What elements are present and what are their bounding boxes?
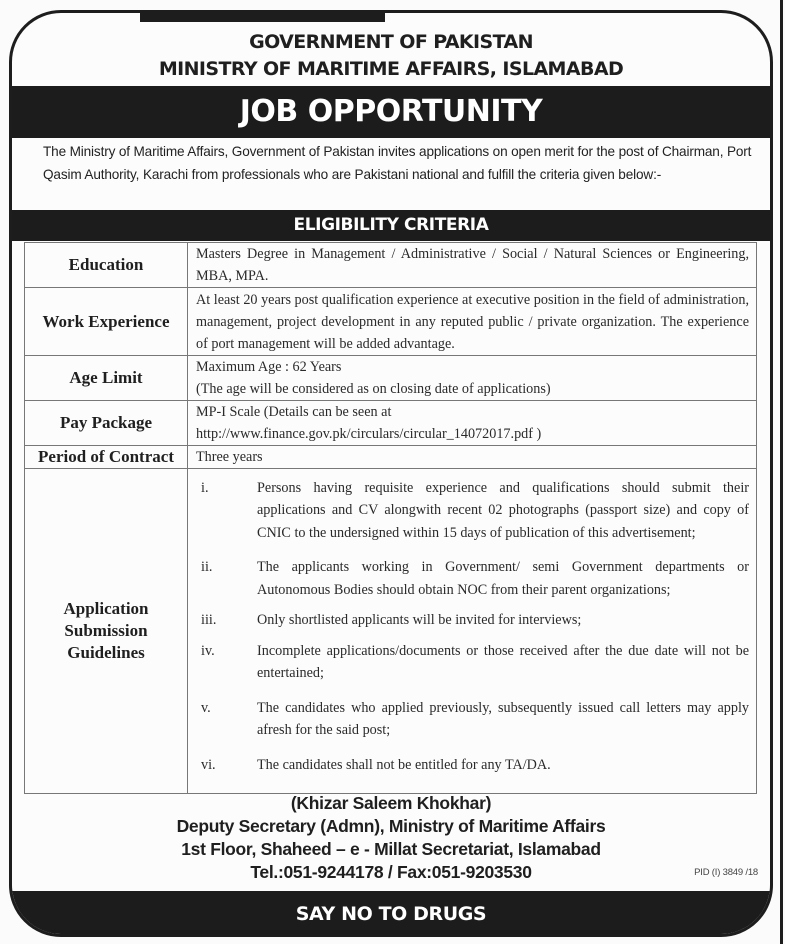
- item-text: The candidates who applied previously, subsequently issued call letters may apply afresh for the said post;: [257, 699, 749, 739]
- job-opportunity-banner: JOB OPPORTUNITY: [12, 86, 770, 138]
- table-row-period-of-contract: [25, 446, 757, 469]
- label-line: Application: [63, 599, 149, 618]
- work-experience-text: At least 20 years post qualification experience at executive position in the field of administration, management, project development in any reputed public / private organization. The experience of port management will be added advantage.: [196, 291, 749, 352]
- intro-paragraph: The Ministry of Maritime Affairs, Government of Pakistan invites applications on open merit for the post of Chairman, Port Qasim Authority, Karachi from professionals who are Pakistani national and fulfill the criteria given below:-: [39, 140, 759, 189]
- guidelines-list: [196, 474, 749, 789]
- header-government: GOVERNMENT OF PAKISTAN: [249, 31, 533, 53]
- top-decorative-bar: [140, 13, 385, 22]
- table-row-application-guidelines: [25, 469, 757, 794]
- header-ministry: MINISTRY OF MARITIME AFFAIRS, ISLAMABAD: [158, 58, 624, 80]
- row-value: [188, 288, 757, 356]
- education-text: Masters Degree in Management / Administrative / Social / Natural Sciences or Engineering, MBA, MPA.: [196, 246, 749, 284]
- row-value: [188, 446, 757, 469]
- row-label: Education: [25, 243, 188, 288]
- advertisement-frame: [9, 10, 773, 937]
- item-number: i.: [201, 479, 209, 496]
- contract-period-text: Three years: [196, 449, 263, 465]
- table-row-education: [25, 243, 757, 288]
- list-item: [196, 556, 749, 601]
- contact-numbers: Tel.:051-9244178 / Fax:051-9203530: [250, 862, 532, 882]
- row-label: Period of Contract: [25, 446, 188, 469]
- pid-reference: PID (I) 3849 /18: [694, 867, 758, 878]
- say-no-to-drugs-banner: SAY NO TO DRUGS: [12, 891, 770, 937]
- row-value: [188, 401, 757, 446]
- pay-details-link[interactable]: http://www.finance.gov.pk/circulars/circular_14072017.pdf ): [196, 426, 542, 442]
- label-line: Submission: [64, 621, 148, 640]
- pay-scale-text: MP-I Scale (Details can be seen at: [196, 404, 392, 420]
- eligibility-criteria-banner: ELIGIBILITY CRITERIA: [12, 210, 770, 241]
- row-value: [188, 469, 757, 794]
- row-label: Age Limit: [25, 356, 188, 401]
- item-number: ii.: [201, 559, 213, 576]
- item-number: vi.: [201, 756, 216, 773]
- age-note-text: (The age will be considered as on closing date of applications): [196, 381, 551, 397]
- label-line: Guidelines: [67, 643, 145, 662]
- list-item: [196, 477, 749, 545]
- eligibility-table: [24, 242, 757, 794]
- item-number: iii.: [201, 612, 217, 629]
- list-item: [196, 609, 749, 632]
- table-row-age-limit: [25, 356, 757, 401]
- item-text: Incomplete applications/documents or those received after the due date will not be entertained;: [257, 642, 749, 682]
- item-text: The candidates shall not be entitled for any TA/DA.: [257, 756, 551, 773]
- row-label: [25, 469, 188, 794]
- office-address: 1st Floor, Shaheed – e - Millat Secretariat, Islamabad: [181, 839, 601, 859]
- table-row-pay-package: [25, 401, 757, 446]
- signatory-name: (Khizar Saleem Khokhar): [290, 793, 492, 813]
- item-text: The applicants working in Government/ semi Government departments or Autonomous Bodies should obtain NOC from their parent organizations;: [257, 559, 749, 598]
- row-label: Pay Package: [25, 401, 188, 446]
- list-item: [196, 640, 749, 685]
- list-item: [196, 754, 749, 777]
- item-text: Persons having requisite experience and qualifications should submit their applications and CV alongwith recent 02 photographs (passport size) and copy of CNIC to the undersigned within 15 days of publication of this advertisement;: [257, 479, 749, 541]
- item-number: v.: [201, 699, 211, 716]
- item-number: iv.: [201, 642, 215, 659]
- max-age-text: Maximum Age : 62 Years: [196, 359, 342, 375]
- row-value: [188, 356, 757, 401]
- list-item: [196, 697, 749, 742]
- signatory-designation: Deputy Secretary (Admn), Ministry of Maritime Affairs: [176, 816, 606, 836]
- item-text: Only shortlisted applicants will be invited for interviews;: [257, 612, 582, 629]
- row-label: Work Experience: [25, 288, 188, 356]
- table-row-work-experience: [25, 288, 757, 356]
- page-edge-line: [780, 0, 783, 944]
- row-value: [188, 243, 757, 288]
